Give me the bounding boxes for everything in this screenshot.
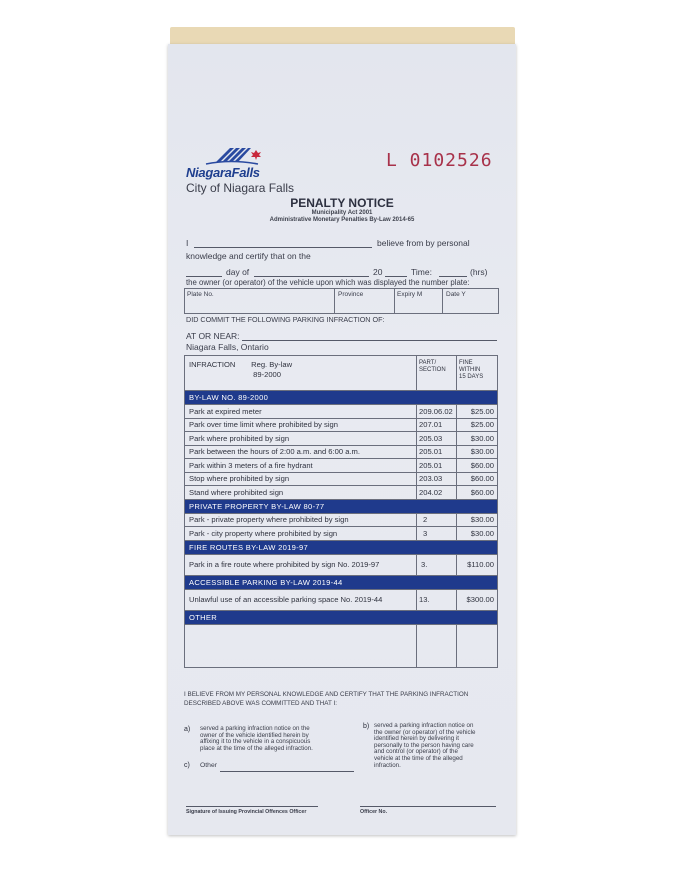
table-header xyxy=(185,356,498,391)
signature-field[interactable] xyxy=(186,806,318,807)
option-b-line: and control (or operator) of the xyxy=(374,748,458,756)
option-a-line: served a parking infraction notice on the xyxy=(200,725,310,732)
plate-label: Plate No. xyxy=(187,291,214,298)
bylaw-band-label: ACCESSIBLE PARKING BY-LAW 2019-44 xyxy=(185,575,498,589)
table-row[interactable] xyxy=(185,432,498,446)
penalty-notice-ticket xyxy=(168,44,516,835)
month-field[interactable] xyxy=(254,276,369,277)
bylaw-band-label: OTHER xyxy=(185,610,498,624)
other-field[interactable] xyxy=(220,771,354,772)
officer-name-field[interactable] xyxy=(194,247,372,248)
plate-divider-1 xyxy=(334,288,335,314)
col-part-1: PART/ xyxy=(419,360,437,366)
col-fine-3: 15 DAYS xyxy=(459,374,484,380)
signature-label: Signature of Issuing Provincial Offences Officer xyxy=(186,809,307,815)
notice-subtitle-bylaw: Administrative Monetary Penalties By-Law 2014-65 xyxy=(269,217,415,223)
other-fine-field[interactable] xyxy=(457,624,498,667)
other-entry-row[interactable] xyxy=(185,624,498,667)
option-b-line: personally to the person having care xyxy=(374,741,474,749)
option-b-line: the owner (or operator) of the vehicle xyxy=(374,728,476,736)
col-reg xyxy=(251,360,292,380)
header-section-cell xyxy=(417,356,457,391)
niagara-falls-logo xyxy=(186,144,266,184)
row-fine: $110.00 xyxy=(457,554,498,575)
row-fine: $25.00 xyxy=(457,405,498,419)
table-row[interactable] xyxy=(185,405,498,419)
row-section: 209.06.02 xyxy=(417,405,457,419)
officer-prefix: I xyxy=(186,238,189,248)
table-row[interactable] xyxy=(185,513,498,527)
infractions-table xyxy=(184,355,498,668)
location-field[interactable] xyxy=(242,340,497,341)
option-a-line: affixing it to the vehicle in a conspicuous xyxy=(200,738,311,746)
certification-statement-1: I BELIEVE FROM MY PERSONAL KNOWLEDGE AND CERTIFY THAT THE PARKING INFRACTION xyxy=(184,691,469,698)
hrs-label: (hrs) xyxy=(470,267,488,277)
col-part-2: SECTION xyxy=(419,367,446,373)
did-commit-label: DID COMMIT THE FOLLOWING PARKING INFRACTION OF: xyxy=(186,315,385,324)
plate-divider-2 xyxy=(394,288,395,314)
row-section: 3 xyxy=(417,527,457,541)
at-or-near-label: AT OR NEAR: xyxy=(186,331,240,341)
row-desc: Park - city property where prohibited by sign xyxy=(185,527,417,541)
bylaw-band-other xyxy=(185,610,498,624)
option-b-line: served a parking infraction notice on xyxy=(374,722,474,729)
col-fine-1: FINE xyxy=(459,360,473,366)
maple-leaf-icon xyxy=(251,150,261,160)
table-row[interactable] xyxy=(185,459,498,473)
other-section-field[interactable] xyxy=(417,624,457,667)
row-desc: Park where prohibited by sign xyxy=(185,432,417,446)
row-desc: Unlawful use of an accessible parking space No. 2019-44 xyxy=(185,589,417,610)
day-of-label: day of xyxy=(226,267,250,277)
officer-no-label: Officer No. xyxy=(360,809,388,815)
row-desc: Park between the hours of 2:00 a.m. and 6:00 a.m. xyxy=(185,445,417,459)
col-infraction: INFRACTION xyxy=(189,360,236,369)
row-section: 204.02 xyxy=(417,486,457,500)
row-desc: Park over time limit where prohibited by sign xyxy=(185,418,417,432)
time-label: Time: xyxy=(411,267,432,277)
bylaw-band-89-2000 xyxy=(185,391,498,405)
row-section: 205.01 xyxy=(417,445,457,459)
time-field[interactable] xyxy=(439,276,467,277)
logo-wordmark: NiagaraFalls xyxy=(186,165,260,180)
day-field[interactable] xyxy=(186,276,222,277)
row-section: 203.03 xyxy=(417,472,457,486)
option-b-text xyxy=(374,723,475,769)
option-a-line: owner of the vehicle identified herein by xyxy=(200,731,309,739)
date-label: Date Y xyxy=(446,291,466,298)
table-row[interactable] xyxy=(185,445,498,459)
row-desc: Stand where prohibited sign xyxy=(185,486,417,500)
notice-subtitle-act: Municipality Act 2001 xyxy=(311,210,373,216)
certify-line: knowledge and certify that on the xyxy=(186,251,311,261)
col-reg-1: Reg. By-law xyxy=(251,360,293,369)
location-text: Niagara Falls, Ontario xyxy=(186,342,269,352)
option-a-label[interactable]: a) xyxy=(184,726,191,733)
option-b-line: identified herein by delivering it xyxy=(374,735,459,743)
row-section: 13. xyxy=(417,589,457,610)
row-fine: $30.00 xyxy=(457,432,498,446)
officer-suffix: believe from by personal xyxy=(377,238,470,248)
bylaw-band-fire xyxy=(185,540,498,554)
row-section: 207.01 xyxy=(417,418,457,432)
expiry-label: Expiry M xyxy=(397,291,423,298)
city-name: City of Niagara Falls xyxy=(186,181,295,195)
table-row[interactable] xyxy=(185,527,498,541)
row-desc: Park within 3 meters of a fire hydrant xyxy=(185,459,417,473)
bylaw-band-label: BY-LAW NO. 89-2000 xyxy=(185,391,498,405)
bylaw-band-label: PRIVATE PROPERTY BY-LAW 80-77 xyxy=(185,499,498,513)
row-section: 2 xyxy=(417,513,457,527)
table-row[interactable] xyxy=(185,418,498,432)
option-c-label[interactable]: c) xyxy=(184,762,190,769)
plate-divider-3 xyxy=(442,288,443,314)
bylaw-band-accessible xyxy=(185,575,498,589)
owner-line: the owner (or operator) of the vehicle upon which was displayed the number plate: xyxy=(186,278,470,287)
col-fine-2: WITHIN xyxy=(459,367,481,373)
bylaw-band-label: FIRE ROUTES BY-LAW 2019-97 xyxy=(185,540,498,554)
option-b-line: vehicle at the time of the alleged xyxy=(374,754,463,762)
row-desc: Stop where prohibited by sign xyxy=(185,472,417,486)
header-fine-cell xyxy=(457,356,498,391)
officer-no-field[interactable] xyxy=(360,806,496,807)
year-field[interactable] xyxy=(385,276,407,277)
row-fine: $30.00 xyxy=(457,513,498,527)
row-desc: Park - private property where prohibited by sign xyxy=(185,513,417,527)
table-row[interactable] xyxy=(185,589,498,610)
option-a-line: place at the time of the alleged infraction. xyxy=(200,744,313,752)
option-c-text: Other xyxy=(200,762,217,769)
row-fine: $30.00 xyxy=(457,445,498,459)
bylaw-band-private xyxy=(185,499,498,513)
row-fine: $25.00 xyxy=(457,418,498,432)
year-prefix: 20 xyxy=(373,267,383,277)
ticket-number: L 0102526 xyxy=(386,150,493,171)
row-section: 205.03 xyxy=(417,432,457,446)
certification-statement-2: DESCRIBED ABOVE WAS COMMITTED AND THAT I: xyxy=(184,700,338,707)
row-fine: $60.00 xyxy=(457,459,498,473)
row-fine: $60.00 xyxy=(457,472,498,486)
province-label: Province xyxy=(338,291,364,298)
notice-title: PENALTY NOTICE xyxy=(290,196,394,210)
option-b-line: infraction. xyxy=(374,761,401,769)
col-reg-2: 89-2000 xyxy=(253,370,281,379)
row-fine: $60.00 xyxy=(457,486,498,500)
table-row[interactable] xyxy=(185,472,498,486)
row-desc: Park at expired meter xyxy=(185,405,417,419)
table-row[interactable] xyxy=(185,486,498,500)
option-a-text xyxy=(200,726,313,752)
table-row[interactable] xyxy=(185,554,498,575)
header-infraction-cell xyxy=(185,356,417,391)
row-section: 205.01 xyxy=(417,459,457,473)
other-desc-field[interactable] xyxy=(185,624,417,667)
row-section: 3. xyxy=(417,554,457,575)
option-b-label[interactable]: b) xyxy=(363,723,370,730)
row-desc: Park in a fire route where prohibited by sign No. 2019-97 xyxy=(185,554,417,575)
row-fine: $300.00 xyxy=(457,589,498,610)
row-fine: $30.00 xyxy=(457,527,498,541)
